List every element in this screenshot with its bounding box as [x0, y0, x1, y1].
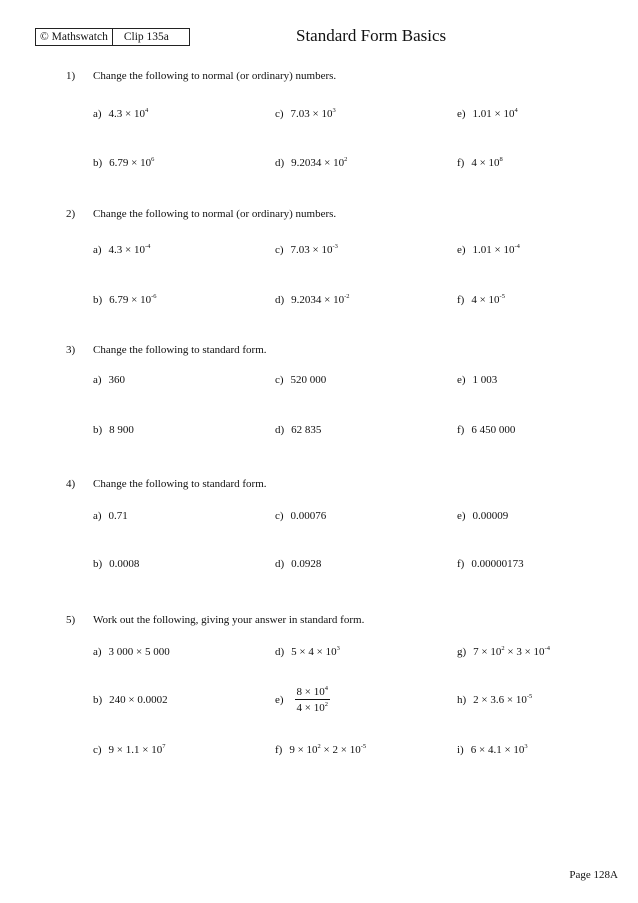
question-5-item-c: c) $9 \times 1.1 \times 10^7$: [93, 743, 166, 756]
question-4-item-f: f) 0.00000173: [457, 558, 524, 570]
question-5-item-b: b) 240 × 0.0002: [93, 694, 168, 706]
question-1-item-e: e) $1.01 \times 10^4$: [457, 107, 518, 120]
question-4-text: Change the following to standard form.: [93, 478, 267, 490]
question-4-item-d: d) 0.0928: [275, 558, 322, 570]
question-4-item-c: c) 0.00076: [275, 510, 327, 522]
question-5-item-i: i) $6 \times 4.1 \times 10^3$: [457, 743, 528, 756]
question-1-item-c: c) $7.03 \times 10^3$: [275, 107, 336, 120]
question-3-item-a: a) 360: [93, 374, 126, 386]
question-5-text: Work out the following, giving your answer in standard form.: [93, 614, 365, 626]
copyright-label: © Mathswatch: [40, 31, 108, 43]
question-1-item-b: b) $6.79 \times 10^6$: [93, 156, 155, 169]
question-3-item-d: d) 62 835: [275, 424, 322, 436]
question-5-item-h: h) $2 \times 3.6 \times 10^{-5}$: [457, 693, 533, 706]
question-5-item-f: f) $9 \times 10^2 \times 2 \times 10^{-5}$: [275, 743, 367, 756]
question-2-item-b: b) $6.79 \times 10^{-6}$: [93, 293, 157, 306]
question-3-item-f: f) 6 450 000: [457, 424, 516, 436]
question-5-item-d: d) $5 \times 4 \times 10^3$: [275, 645, 340, 658]
question-1-number: 1): [66, 70, 76, 82]
question-2-item-c: c) $7.03 \times 10^{-3}$: [275, 243, 338, 256]
question-1-text: Change the following to normal (or ordinary) numbers.: [93, 70, 337, 82]
question-5-item-g: g) $7 \times 10^2 \times 3 \times 10^{-4}$: [457, 645, 550, 658]
question-1-item-f: f) $4 \times 10^8$: [457, 156, 503, 169]
question-2-number: 2): [66, 208, 76, 220]
question-3-item-e: e) 1 003: [457, 374, 498, 386]
page-number: Page 128A: [569, 869, 618, 881]
question-2-text: Change the following to normal (or ordinary) numbers.: [93, 208, 337, 220]
question-2-item-f: f) $4 \times 10^{-5}$: [457, 293, 505, 306]
question-4-item-a: a) 0.71: [93, 510, 128, 522]
question-3-item-c: c) 520 000: [275, 374, 327, 386]
question-5-item-e: e) $\frac{8 \times 10^4}{4 \times 10^2}$: [275, 685, 329, 714]
question-4-item-b: b) 0.0008: [93, 558, 140, 570]
question-3-text: Change the following to standard form.: [93, 344, 267, 356]
question-1-item-d: d) $9.2034 \times 10^2$: [275, 156, 348, 169]
question-5-item-a: a) 3 000 × 5 000: [93, 646, 170, 658]
clip-label: Clip 135a: [112, 29, 173, 45]
question-4-item-e: e) 0.00009: [457, 510, 509, 522]
page-title: Standard Form Basics: [296, 26, 447, 45]
header-box: [35, 28, 190, 46]
question-2-item-e: e) $1.01 \times 10^{-4}$: [457, 243, 520, 256]
question-1-item-a: a) $4.3 \times 10^4$: [93, 107, 149, 120]
question-4-number: 4): [66, 478, 76, 490]
question-5-number: 5): [66, 614, 76, 626]
question-3-number: 3): [66, 344, 76, 356]
question-2-item-a: a) $4.3 \times 10^{-4}$: [93, 243, 151, 256]
question-3-item-b: b) 8 900: [93, 424, 134, 436]
question-2-item-d: d) $9.2034 \times 10^{-2}$: [275, 293, 350, 306]
fraction: $\frac{8 \times 10^4}{4 \times 10^2}$: [296, 685, 329, 714]
